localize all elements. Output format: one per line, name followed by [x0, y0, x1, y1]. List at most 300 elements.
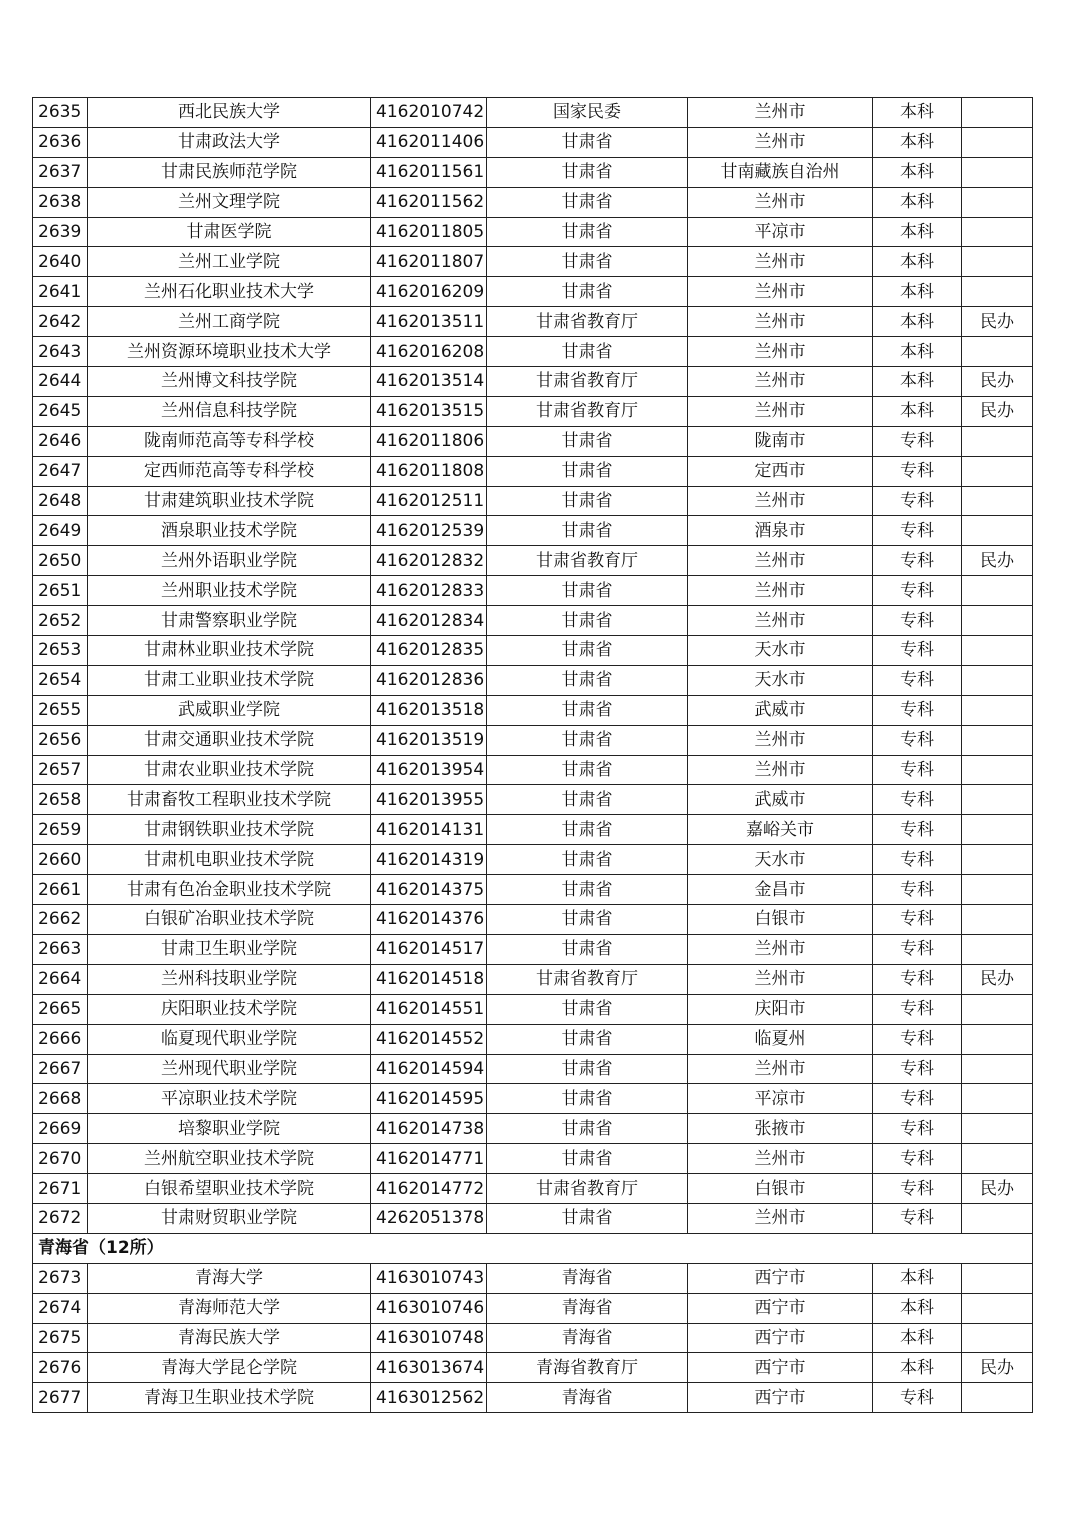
cell-name: 甘肃财贸职业学院	[88, 1203, 371, 1233]
cell-dept: 甘肃省	[487, 516, 688, 546]
cell-no: 2636	[33, 127, 88, 157]
cell-city: 西宁市	[688, 1353, 873, 1383]
cell-note	[962, 1293, 1033, 1323]
cell-code: 4162011406	[371, 127, 487, 157]
cell-dept: 甘肃省	[487, 636, 688, 666]
cell-no: 2640	[33, 247, 88, 277]
cell-city: 西宁市	[688, 1263, 873, 1293]
cell-note	[962, 187, 1033, 217]
cell-level: 本科	[873, 187, 962, 217]
cell-name: 甘肃医学院	[88, 217, 371, 247]
table-body	[33, 98, 1033, 1413]
cell-code: 4162013518	[371, 695, 487, 725]
cell-level: 专科	[873, 1114, 962, 1144]
cell-dept: 青海省	[487, 1383, 688, 1413]
table-row	[33, 426, 1033, 456]
table-row	[33, 546, 1033, 576]
cell-city: 嘉峪关市	[688, 815, 873, 845]
cell-code: 4163010746	[371, 1293, 487, 1323]
cell-level: 本科	[873, 337, 962, 367]
cell-level: 专科	[873, 845, 962, 875]
cell-note	[962, 1203, 1033, 1233]
cell-level: 本科	[873, 307, 962, 337]
cell-no: 2653	[33, 636, 88, 666]
cell-dept: 青海省教育厅	[487, 1353, 688, 1383]
cell-dept: 青海省	[487, 1293, 688, 1323]
cell-city: 庆阳市	[688, 994, 873, 1024]
cell-note	[962, 1114, 1033, 1144]
cell-no: 2652	[33, 606, 88, 636]
cell-city: 武威市	[688, 695, 873, 725]
cell-no: 2645	[33, 396, 88, 426]
cell-level: 专科	[873, 875, 962, 905]
cell-dept: 甘肃省	[487, 486, 688, 516]
cell-city: 兰州市	[688, 576, 873, 606]
cell-dept: 甘肃省	[487, 695, 688, 725]
cell-no: 2644	[33, 367, 88, 397]
cell-name: 青海卫生职业技术学院	[88, 1383, 371, 1413]
cell-code: 4162014552	[371, 1024, 487, 1054]
cell-note	[962, 426, 1033, 456]
cell-note	[962, 845, 1033, 875]
cell-name: 甘肃卫生职业学院	[88, 934, 371, 964]
cell-code: 4162013955	[371, 785, 487, 815]
cell-city: 平凉市	[688, 1084, 873, 1114]
cell-code: 4162014595	[371, 1084, 487, 1114]
cell-code: 4162012539	[371, 516, 487, 546]
cell-note	[962, 875, 1033, 905]
cell-code: 4162014594	[371, 1054, 487, 1084]
cell-city: 兰州市	[688, 755, 873, 785]
cell-code: 4162014376	[371, 905, 487, 935]
cell-note	[962, 1024, 1033, 1054]
cell-no: 2668	[33, 1084, 88, 1114]
cell-name: 甘肃民族师范学院	[88, 157, 371, 187]
cell-dept: 甘肃省教育厅	[487, 1174, 688, 1204]
cell-level: 专科	[873, 1084, 962, 1114]
table-row	[33, 815, 1033, 845]
cell-level: 本科	[873, 1293, 962, 1323]
cell-code: 4162012835	[371, 636, 487, 666]
cell-dept: 甘肃省	[487, 934, 688, 964]
table-row	[33, 98, 1033, 128]
cell-dept: 甘肃省	[487, 665, 688, 695]
cell-code: 4162012836	[371, 665, 487, 695]
cell-level: 专科	[873, 665, 962, 695]
cell-code: 4162011806	[371, 426, 487, 456]
cell-name: 陇南师范高等专科学校	[88, 426, 371, 456]
cell-city: 定西市	[688, 456, 873, 486]
cell-level: 本科	[873, 157, 962, 187]
cell-note	[962, 1383, 1033, 1413]
table-row	[33, 1293, 1033, 1323]
cell-note	[962, 157, 1033, 187]
cell-note	[962, 486, 1033, 516]
cell-dept: 甘肃省	[487, 576, 688, 606]
cell-name: 甘肃工业职业技术学院	[88, 665, 371, 695]
cell-note	[962, 1263, 1033, 1293]
cell-level: 专科	[873, 516, 962, 546]
cell-note	[962, 725, 1033, 755]
table-row	[33, 1144, 1033, 1174]
table-row	[33, 307, 1033, 337]
cell-city: 兰州市	[688, 486, 873, 516]
cell-no: 2637	[33, 157, 88, 187]
cell-name: 兰州博文科技学院	[88, 367, 371, 397]
cell-level: 专科	[873, 755, 962, 785]
table-row	[33, 636, 1033, 666]
cell-name: 兰州外语职业学院	[88, 546, 371, 576]
cell-code: 4162010742	[371, 98, 487, 128]
cell-dept: 甘肃省	[487, 845, 688, 875]
cell-name: 白银希望职业技术学院	[88, 1174, 371, 1204]
cell-dept: 甘肃省教育厅	[487, 396, 688, 426]
cell-dept: 甘肃省	[487, 755, 688, 785]
cell-city: 兰州市	[688, 964, 873, 994]
cell-code: 4162014551	[371, 994, 487, 1024]
cell-city: 兰州市	[688, 187, 873, 217]
cell-note	[962, 905, 1033, 935]
table-row	[33, 1024, 1033, 1054]
cell-code: 4162011562	[371, 187, 487, 217]
cell-city: 兰州市	[688, 606, 873, 636]
cell-code: 4162013519	[371, 725, 487, 755]
cell-dept: 甘肃省	[487, 905, 688, 935]
cell-no: 2654	[33, 665, 88, 695]
cell-no: 2639	[33, 217, 88, 247]
cell-no: 2670	[33, 1144, 88, 1174]
cell-code: 4162011808	[371, 456, 487, 486]
table-row	[33, 187, 1033, 217]
cell-name: 兰州科技职业学院	[88, 964, 371, 994]
table-row	[33, 665, 1033, 695]
cell-name: 甘肃交通职业技术学院	[88, 725, 371, 755]
cell-name: 甘肃警察职业学院	[88, 606, 371, 636]
cell-note	[962, 576, 1033, 606]
section-title: 青海省（12所）	[33, 1233, 1033, 1263]
cell-code: 4163010748	[371, 1323, 487, 1353]
cell-city: 临夏州	[688, 1024, 873, 1054]
cell-code: 4162014772	[371, 1174, 487, 1204]
cell-city: 兰州市	[688, 277, 873, 307]
cell-name: 青海大学昆仑学院	[88, 1353, 371, 1383]
cell-dept: 国家民委	[487, 98, 688, 128]
cell-note: 民办	[962, 546, 1033, 576]
cell-code: 4163010743	[371, 1263, 487, 1293]
cell-level: 专科	[873, 636, 962, 666]
cell-no: 2663	[33, 934, 88, 964]
cell-level: 专科	[873, 994, 962, 1024]
cell-name: 平凉职业技术学院	[88, 1084, 371, 1114]
cell-code: 4162014517	[371, 934, 487, 964]
table-row	[33, 1084, 1033, 1114]
cell-note	[962, 815, 1033, 845]
cell-level: 专科	[873, 486, 962, 516]
cell-dept: 甘肃省	[487, 127, 688, 157]
cell-note: 民办	[962, 1353, 1033, 1383]
cell-no: 2651	[33, 576, 88, 606]
cell-name: 兰州职业技术学院	[88, 576, 371, 606]
cell-level: 本科	[873, 277, 962, 307]
cell-dept: 甘肃省	[487, 994, 688, 1024]
cell-city: 天水市	[688, 665, 873, 695]
cell-name: 培黎职业学院	[88, 1114, 371, 1144]
cell-code: 4162014375	[371, 875, 487, 905]
table-row	[33, 1323, 1033, 1353]
cell-level: 专科	[873, 1054, 962, 1084]
cell-note	[962, 636, 1033, 666]
table-row	[33, 1263, 1033, 1293]
cell-no: 2674	[33, 1293, 88, 1323]
cell-name: 兰州工业学院	[88, 247, 371, 277]
cell-no: 2655	[33, 695, 88, 725]
cell-level: 专科	[873, 695, 962, 725]
cell-dept: 甘肃省	[487, 1054, 688, 1084]
cell-code: 4162013515	[371, 396, 487, 426]
cell-city: 兰州市	[688, 247, 873, 277]
table-row	[33, 725, 1033, 755]
cell-dept: 甘肃省	[487, 1144, 688, 1174]
cell-code: 4262051378	[371, 1203, 487, 1233]
cell-no: 2669	[33, 1114, 88, 1144]
cell-code: 4162014771	[371, 1144, 487, 1174]
cell-code: 4162014131	[371, 815, 487, 845]
cell-no: 2667	[33, 1054, 88, 1084]
cell-no: 2671	[33, 1174, 88, 1204]
cell-no: 2661	[33, 875, 88, 905]
cell-name: 青海师范大学	[88, 1293, 371, 1323]
cell-city: 甘南藏族自治州	[688, 157, 873, 187]
cell-level: 专科	[873, 905, 962, 935]
cell-level: 专科	[873, 426, 962, 456]
section-header-row	[33, 1233, 1033, 1263]
cell-level: 专科	[873, 1383, 962, 1413]
cell-note	[962, 217, 1033, 247]
cell-level: 本科	[873, 1353, 962, 1383]
cell-level: 专科	[873, 1024, 962, 1054]
table-row	[33, 1174, 1033, 1204]
cell-city: 天水市	[688, 845, 873, 875]
cell-city: 兰州市	[688, 307, 873, 337]
cell-no: 2649	[33, 516, 88, 546]
cell-no: 2635	[33, 98, 88, 128]
table-row	[33, 396, 1033, 426]
cell-no: 2658	[33, 785, 88, 815]
cell-note	[962, 606, 1033, 636]
cell-city: 酒泉市	[688, 516, 873, 546]
table-row	[33, 277, 1033, 307]
cell-name: 兰州工商学院	[88, 307, 371, 337]
cell-code: 4162014738	[371, 1114, 487, 1144]
cell-city: 兰州市	[688, 127, 873, 157]
table-row	[33, 337, 1033, 367]
cell-no: 2664	[33, 964, 88, 994]
table-row	[33, 576, 1033, 606]
cell-note: 民办	[962, 964, 1033, 994]
table-row	[33, 367, 1033, 397]
cell-level: 专科	[873, 934, 962, 964]
table-row	[33, 1114, 1033, 1144]
cell-note	[962, 1323, 1033, 1353]
cell-no: 2666	[33, 1024, 88, 1054]
cell-level: 专科	[873, 456, 962, 486]
cell-level: 专科	[873, 1144, 962, 1174]
cell-name: 庆阳职业技术学院	[88, 994, 371, 1024]
cell-city: 兰州市	[688, 396, 873, 426]
cell-name: 临夏现代职业学院	[88, 1024, 371, 1054]
cell-level: 专科	[873, 964, 962, 994]
cell-note	[962, 456, 1033, 486]
cell-note	[962, 277, 1033, 307]
table-row	[33, 994, 1033, 1024]
cell-code: 4162012834	[371, 606, 487, 636]
cell-dept: 甘肃省教育厅	[487, 546, 688, 576]
cell-name: 甘肃农业职业技术学院	[88, 755, 371, 785]
cell-name: 甘肃有色冶金职业技术学院	[88, 875, 371, 905]
cell-name: 兰州航空职业技术学院	[88, 1144, 371, 1174]
cell-city: 兰州市	[688, 546, 873, 576]
cell-dept: 甘肃省	[487, 247, 688, 277]
cell-dept: 甘肃省教育厅	[487, 964, 688, 994]
cell-note	[962, 98, 1033, 128]
university-list-table	[32, 97, 1033, 1413]
cell-code: 4162016208	[371, 337, 487, 367]
cell-note	[962, 516, 1033, 546]
cell-name: 甘肃机电职业技术学院	[88, 845, 371, 875]
cell-city: 张掖市	[688, 1114, 873, 1144]
cell-level: 本科	[873, 127, 962, 157]
table-row	[33, 1383, 1033, 1413]
cell-city: 兰州市	[688, 337, 873, 367]
cell-name: 青海大学	[88, 1263, 371, 1293]
cell-city: 白银市	[688, 1174, 873, 1204]
cell-city: 西宁市	[688, 1323, 873, 1353]
cell-level: 专科	[873, 1174, 962, 1204]
table-row	[33, 875, 1033, 905]
cell-level: 本科	[873, 1323, 962, 1353]
cell-level: 本科	[873, 1263, 962, 1293]
cell-no: 2647	[33, 456, 88, 486]
cell-city: 平凉市	[688, 217, 873, 247]
cell-no: 2642	[33, 307, 88, 337]
cell-name: 白银矿冶职业技术学院	[88, 905, 371, 935]
cell-no: 2676	[33, 1353, 88, 1383]
cell-name: 甘肃建筑职业技术学院	[88, 486, 371, 516]
table-row	[33, 127, 1033, 157]
cell-note	[962, 337, 1033, 367]
cell-dept: 甘肃省	[487, 1084, 688, 1114]
table-row	[33, 695, 1033, 725]
cell-dept: 甘肃省	[487, 157, 688, 187]
table-row	[33, 905, 1033, 935]
cell-level: 专科	[873, 815, 962, 845]
cell-no: 2638	[33, 187, 88, 217]
cell-city: 陇南市	[688, 426, 873, 456]
cell-city: 兰州市	[688, 1054, 873, 1084]
cell-name: 甘肃钢铁职业技术学院	[88, 815, 371, 845]
table-row	[33, 247, 1033, 277]
table-row	[33, 1054, 1033, 1084]
cell-name: 酒泉职业技术学院	[88, 516, 371, 546]
cell-city: 天水市	[688, 636, 873, 666]
cell-note	[962, 1084, 1033, 1114]
cell-level: 本科	[873, 98, 962, 128]
cell-city: 兰州市	[688, 1203, 873, 1233]
table-row	[33, 606, 1033, 636]
table-row	[33, 845, 1033, 875]
cell-no: 2677	[33, 1383, 88, 1413]
cell-level: 专科	[873, 785, 962, 815]
cell-name: 甘肃畜牧工程职业技术学院	[88, 785, 371, 815]
table-row	[33, 964, 1033, 994]
cell-note	[962, 934, 1033, 964]
cell-city: 西宁市	[688, 1293, 873, 1323]
cell-no: 2673	[33, 1263, 88, 1293]
cell-level: 专科	[873, 725, 962, 755]
cell-level: 专科	[873, 606, 962, 636]
cell-level: 专科	[873, 546, 962, 576]
cell-dept: 甘肃省	[487, 1114, 688, 1144]
cell-code: 4162016209	[371, 277, 487, 307]
cell-no: 2675	[33, 1323, 88, 1353]
cell-name: 兰州信息科技学院	[88, 396, 371, 426]
table-row	[33, 486, 1033, 516]
cell-dept: 甘肃省	[487, 1024, 688, 1054]
cell-no: 2656	[33, 725, 88, 755]
cell-note	[962, 127, 1033, 157]
cell-code: 4163013674	[371, 1353, 487, 1383]
cell-no: 2657	[33, 755, 88, 785]
cell-dept: 甘肃省教育厅	[487, 307, 688, 337]
cell-note	[962, 695, 1033, 725]
table-row	[33, 1203, 1033, 1233]
cell-city: 武威市	[688, 785, 873, 815]
table-row	[33, 157, 1033, 187]
cell-level: 专科	[873, 1203, 962, 1233]
cell-dept: 甘肃省	[487, 277, 688, 307]
table-row	[33, 217, 1033, 247]
cell-note: 民办	[962, 367, 1033, 397]
cell-dept: 青海省	[487, 1263, 688, 1293]
cell-dept: 甘肃省	[487, 606, 688, 636]
cell-code: 4162014319	[371, 845, 487, 875]
cell-name: 兰州文理学院	[88, 187, 371, 217]
cell-name: 甘肃林业职业技术学院	[88, 636, 371, 666]
cell-dept: 甘肃省	[487, 875, 688, 905]
cell-level: 本科	[873, 247, 962, 277]
cell-city: 兰州市	[688, 725, 873, 755]
cell-level: 专科	[873, 576, 962, 606]
cell-name: 兰州现代职业学院	[88, 1054, 371, 1084]
cell-note	[962, 1054, 1033, 1084]
cell-dept: 甘肃省	[487, 725, 688, 755]
cell-code: 4163012562	[371, 1383, 487, 1413]
cell-dept: 甘肃省	[487, 785, 688, 815]
cell-name: 青海民族大学	[88, 1323, 371, 1353]
cell-note	[962, 1144, 1033, 1174]
cell-city: 兰州市	[688, 367, 873, 397]
cell-city: 兰州市	[688, 934, 873, 964]
cell-dept: 甘肃省	[487, 456, 688, 486]
cell-code: 4162012833	[371, 576, 487, 606]
table-row	[33, 516, 1033, 546]
cell-note	[962, 665, 1033, 695]
cell-note	[962, 755, 1033, 785]
cell-no: 2641	[33, 277, 88, 307]
cell-no: 2643	[33, 337, 88, 367]
cell-dept: 甘肃省	[487, 217, 688, 247]
cell-no: 2648	[33, 486, 88, 516]
